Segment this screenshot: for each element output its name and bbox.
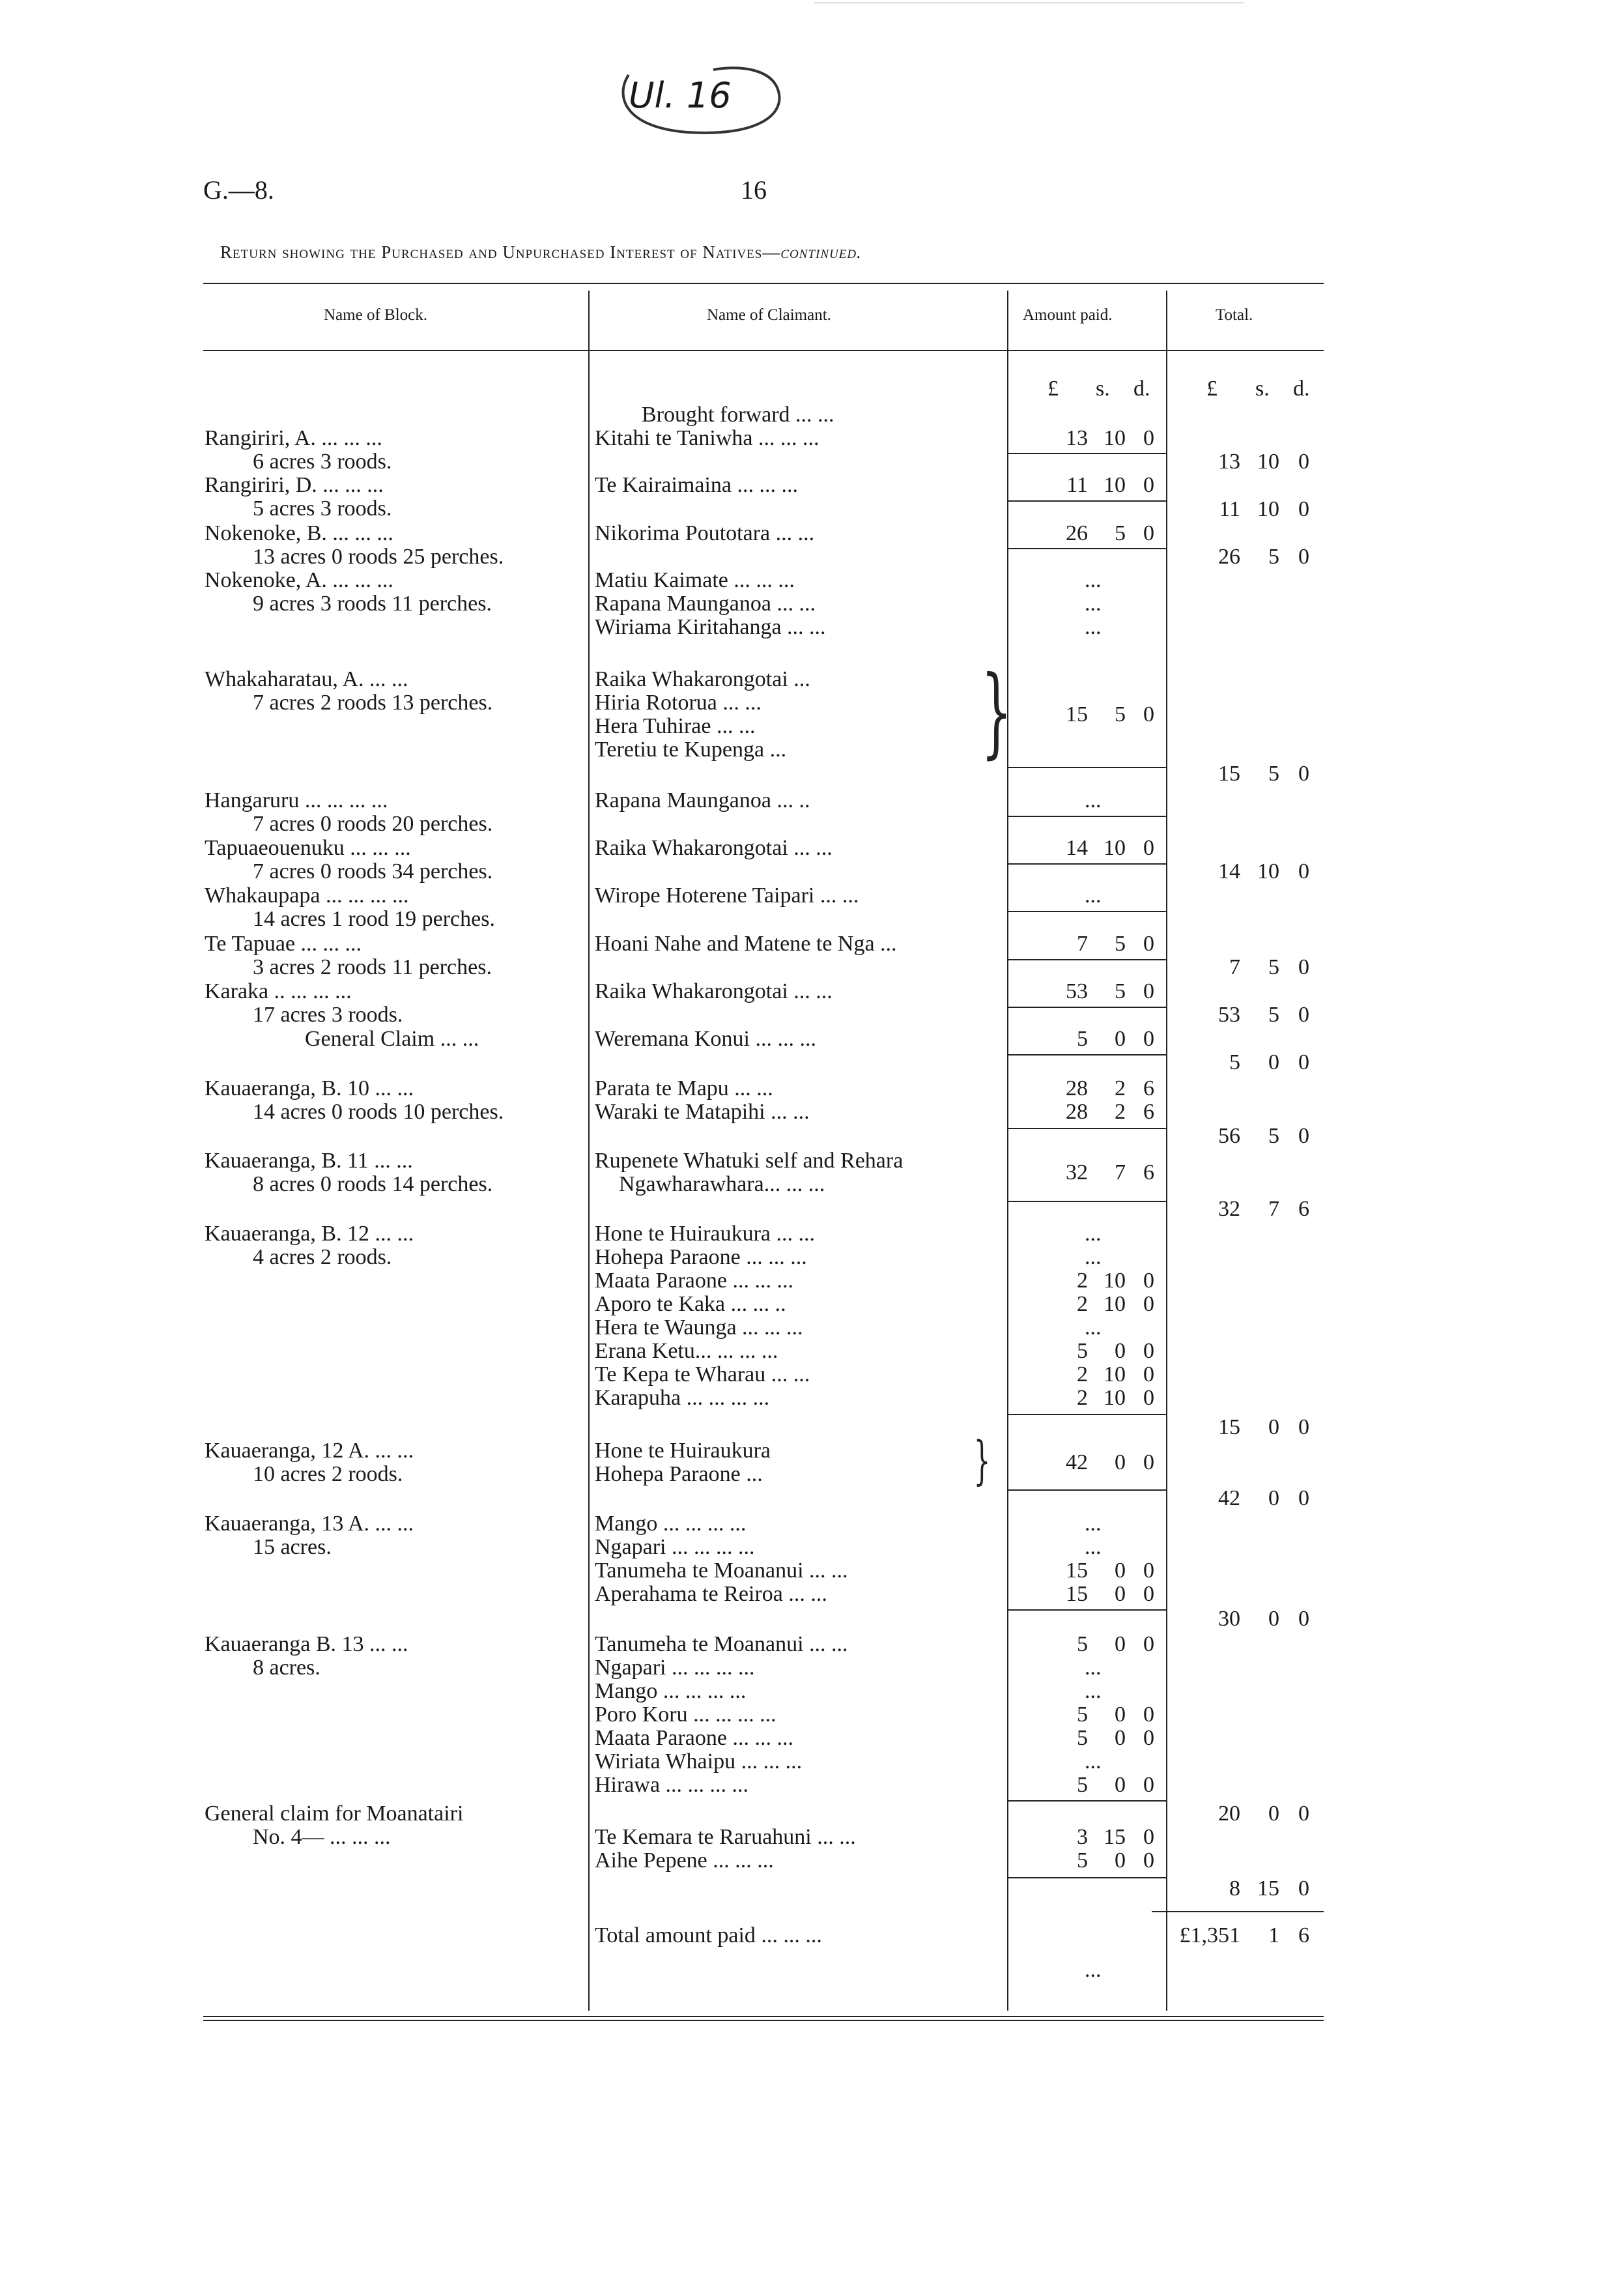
document-code: G.—8. [203, 175, 274, 205]
paid-ellipsis: ... [1085, 1222, 1102, 1246]
claimant-name: Hohepa Paraone ... ... ... [595, 1245, 807, 1269]
claimant-name: Hera Tuhirae ... ... [595, 714, 756, 738]
paid-ellipsis: ... [1085, 592, 1102, 616]
block-name: Kauaeranga, B. 11 ... ... [205, 1149, 413, 1173]
archive-stamp [590, 55, 805, 140]
block-area: No. 4— ... ... ... [253, 1825, 391, 1849]
unit-pound-total: £ [1206, 377, 1218, 401]
claimant-name: Matiu Kaimate ... ... ... [595, 568, 795, 592]
block-area: 15 acres. [253, 1535, 332, 1559]
block-area: 14 acres 0 roods 10 perches. [253, 1100, 504, 1124]
column-header-block: Name of Block. [324, 306, 427, 324]
paid-ellipsis: ... [1085, 1656, 1102, 1680]
subtotal-rule [1008, 911, 1166, 912]
subtotal-rule [1008, 500, 1166, 502]
claimant-name: Wiriata Whaipu ... ... ... [595, 1749, 803, 1773]
claimant-name: Te Kemara te Raruahuni ... ... [595, 1825, 856, 1849]
block-name: Whakaharatau, A. ... ... [205, 667, 408, 691]
claimant-name: Hohepa Paraone ... [595, 1462, 763, 1486]
claimant-name: Aporo te Kaka ... ... .. [595, 1292, 786, 1316]
brace-icon: } [980, 655, 1012, 769]
unit-pence-total: d. [1293, 377, 1310, 401]
claimant-name: Hoani Nahe and Matene te Nga ... [595, 932, 897, 956]
brought-forward-label: Brought forward ... ... [642, 403, 834, 427]
subtotal-rule [1008, 1489, 1166, 1491]
claimant-name: Rupenete Whatuki self and Rehara [595, 1149, 904, 1173]
unit-pound-paid: £ [1047, 377, 1059, 401]
block-name: Kauaeranga, B. 10 ... ... [205, 1076, 414, 1100]
claimant-name: Te Kairaimaina ... ... ... [595, 473, 799, 497]
total-amount-label: Total amount paid ... ... ... [595, 1923, 822, 1947]
claimant-name: Poro Koru ... ... ... ... [595, 1702, 776, 1727]
column-header-paid: Amount paid. [1023, 306, 1113, 324]
subtotal-rule [1008, 548, 1166, 549]
paid-ellipsis: ... [1085, 1679, 1102, 1703]
paid-ellipsis: ... [1085, 883, 1102, 908]
block-name: Rangiriri, A. ... ... ... [205, 426, 382, 450]
paid-ellipsis: ... [1085, 568, 1102, 592]
claimant-name: Hera te Waunga ... ... ... [595, 1315, 803, 1340]
title-main: Return showing the Purchased and Unpurchased Interest of Natives— [220, 242, 781, 262]
block-name: Kauaeranga, 12 A. ... ... [205, 1439, 414, 1463]
claimant-name: Maata Paraone ... ... ... [595, 1269, 793, 1293]
claimant-name: Raika Whakarongotai ... ... [595, 979, 833, 1003]
subtotal-rule [1008, 1800, 1166, 1802]
block-area: 7 acres 0 roods 34 perches. [253, 859, 493, 883]
block-area: 7 acres 0 roods 20 perches. [253, 812, 493, 836]
claimant-name: Te Kepa te Wharau ... ... [595, 1362, 810, 1386]
subtotal-rule [1008, 1054, 1166, 1055]
subtotal-rule [1008, 1201, 1166, 1202]
block-area: 9 acres 3 roods 11 perches. [253, 592, 492, 616]
subtotal-rule [1008, 1128, 1166, 1129]
table-header-rule [203, 350, 1324, 351]
block-name: Te Tapuae ... ... ... [205, 932, 362, 956]
claimant-name: Rapana Maunganoa ... ... [595, 592, 816, 616]
claimant-name: Teretiu te Kupenga ... [595, 738, 787, 762]
table-bottom-rule [203, 2016, 1324, 2017]
claimant-name: Ngapari ... ... ... ... [595, 1535, 755, 1559]
block-area: 8 acres 0 roods 14 perches. [253, 1172, 493, 1196]
subtotal-rule [1008, 959, 1166, 960]
claimant-name: Aperahama te Reiroa ... ... [595, 1582, 827, 1606]
claimant-name: Raika Whakarongotai ... [595, 667, 810, 691]
block-name: Tapuaeouenuku ... ... ... [205, 836, 411, 860]
paid-ellipsis: ... [1085, 615, 1102, 639]
paid-ellipsis: ... [1085, 1749, 1102, 1773]
claimant-name: Mango ... ... ... ... [595, 1512, 747, 1536]
paid-ellipsis: ... [1085, 1958, 1102, 1982]
claimant-name: Hiria Rotorua ... ... [595, 691, 762, 715]
paid-ellipsis: ... [1085, 788, 1102, 812]
claimant-name: Weremana Konui ... ... ... [595, 1027, 816, 1051]
block-area: 7 acres 2 roods 13 perches. [253, 691, 493, 715]
paid-ellipsis: ... [1085, 1535, 1102, 1559]
column-divider-paid [1166, 291, 1167, 2011]
block-name: General Claim ... ... [305, 1027, 479, 1051]
claimant-name: Mango ... ... ... ... [595, 1679, 747, 1703]
claimant-name: Nikorima Poutotara ... ... [595, 521, 815, 545]
claimant-name: Rapana Maunganoa ... .. [595, 788, 810, 812]
claimant-name: Parata te Mapu ... ... [595, 1076, 773, 1100]
block-area: 5 acres 3 roods. [253, 496, 392, 521]
paid-ellipsis: ... [1085, 1245, 1102, 1269]
block-area: 14 acres 1 rood 19 perches. [253, 907, 495, 931]
claimant-name: Tanumeha te Moananui ... ... [595, 1558, 848, 1583]
claimant-name: Waraki te Matapihi ... ... [595, 1100, 810, 1124]
subtotal-rule [1008, 767, 1166, 768]
claimant-name: Hirawa ... ... ... ... [595, 1773, 749, 1797]
block-name: Hangaruru ... ... ... ... [205, 788, 388, 812]
paid-ellipsis: ... [1085, 1512, 1102, 1536]
claimant-name: Hone te Huiraukura [595, 1439, 771, 1463]
table-top-rule [203, 283, 1324, 284]
block-area: 3 acres 2 roods 11 perches. [253, 955, 492, 979]
block-name: Whakaupapa ... ... ... ... [205, 883, 409, 908]
claimant-name: Kitahi te Taniwha ... ... ... [595, 426, 819, 450]
claimant-name: Erana Ketu... ... ... ... [595, 1339, 778, 1363]
block-name: Kauaeranga, 13 A. ... ... [205, 1512, 414, 1536]
claimant-name: Wirope Hoterene Taipari ... ... [595, 883, 859, 908]
subtotal-rule [1008, 816, 1166, 817]
subtotal-rule [1008, 1414, 1166, 1415]
table-bottom-rule-2 [203, 2020, 1324, 2021]
title-continued: continued. [780, 242, 862, 262]
column-header-claimant: Name of Claimant. [707, 306, 831, 324]
total-rule [1152, 1911, 1324, 1912]
claimant-name: Ngapari ... ... ... ... [595, 1656, 755, 1680]
block-area: 17 acres 3 roods. [253, 1003, 403, 1027]
subtotal-rule [1008, 1609, 1166, 1611]
block-name: Kauaeranga B. 13 ... ... [205, 1632, 408, 1656]
claimant-name: Raika Whakarongotai ... ... [595, 836, 833, 860]
unit-pence-paid: d. [1133, 377, 1150, 401]
claimant-name: Aihe Pepene ... ... ... [595, 1848, 774, 1873]
block-area: 4 acres 2 roods. [253, 1245, 392, 1269]
unit-shilling-paid: s. [1096, 377, 1110, 401]
page-number: 16 [741, 175, 767, 205]
claimant-name: Maata Paraone ... ... ... [595, 1726, 793, 1750]
block-name: General claim for Moanatairi [205, 1802, 464, 1826]
block-name: Nokenoke, B. ... ... ... [205, 521, 393, 545]
block-name: Kauaeranga, B. 12 ... ... [205, 1222, 414, 1246]
page-title [220, 242, 862, 263]
block-area: 8 acres. [253, 1656, 321, 1680]
claimant-name: Tanumeha te Moananui ... ... [595, 1632, 848, 1656]
column-header-total: Total. [1216, 306, 1253, 324]
subtotal-rule [1008, 1007, 1166, 1008]
stamp-text: Ul. 16 [629, 75, 732, 116]
unit-shilling-total: s. [1255, 377, 1270, 401]
claimant-name: Ngawharawhara... ... ... [619, 1172, 825, 1196]
subtotal-rule [1008, 1877, 1166, 1878]
brace-icon: } [973, 1430, 991, 1491]
column-divider-block [588, 291, 590, 2011]
block-area: 10 acres 2 roods. [253, 1462, 403, 1486]
paid-ellipsis: ... [1085, 1315, 1102, 1340]
block-name: Karaka .. ... ... ... [205, 979, 352, 1003]
block-area: 13 acres 0 roods 25 perches. [253, 545, 504, 569]
block-name: Nokenoke, A. ... ... ... [205, 568, 393, 592]
claimant-name: Wiriama Kiritahanga ... ... [595, 615, 826, 639]
claimant-name: Hone te Huiraukura ... ... [595, 1222, 816, 1246]
block-area: 6 acres 3 roods. [253, 450, 392, 474]
subtotal-rule [1008, 863, 1166, 865]
subtotal-rule [1008, 453, 1166, 454]
block-name: Rangiriri, D. ... ... ... [205, 473, 384, 497]
claimant-name: Karapuha ... ... ... ... [595, 1386, 770, 1410]
